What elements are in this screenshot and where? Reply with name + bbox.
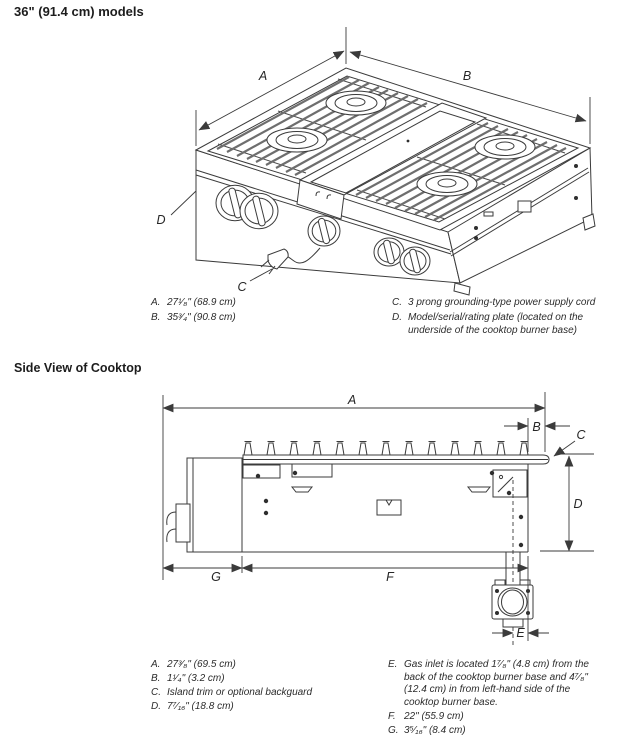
legend-text: 27³⁄₈" (69.5 cm) — [167, 659, 236, 670]
legend-item — [151, 659, 371, 672]
side-front-panel — [167, 458, 242, 552]
dim-label-a: A — [258, 69, 268, 83]
legend-text: Model/serial/rating plate (located on the underside of the cooktop burner base) — [408, 312, 584, 336]
dim-label-g: G — [211, 570, 221, 584]
legend-item — [151, 701, 371, 714]
legend-text: Gas inlet is located 1⁷⁄₈" (4.8 cm) from the back of the cooktop burner base and 4⁷⁄₈" (12.4 cm) in from left-hand side of the cooktop burner base. — [404, 659, 589, 708]
side-grate-posts — [244, 442, 528, 456]
top-view-drawing — [156, 27, 595, 295]
dim-label-d: D — [573, 497, 583, 511]
burner-right-front — [417, 172, 477, 196]
legend-item — [388, 711, 603, 724]
legend-key: C. — [151, 687, 161, 698]
legend-key: E. — [388, 659, 398, 670]
dim-label-f: F — [386, 570, 394, 584]
legend-text: 7⁷⁄₁₆" (18.8 cm) — [167, 701, 234, 712]
legend-key: C. — [392, 297, 402, 308]
legend-text: 22" (55.9 cm) — [404, 710, 464, 722]
legend-key: A. — [151, 659, 161, 670]
knob — [240, 193, 278, 228]
side-view-legend-col1 — [151, 659, 371, 715]
burner-left-rear — [326, 91, 386, 115]
burner-left-front — [267, 128, 327, 152]
side-view-drawing — [163, 392, 594, 648]
dim-label-d: D — [156, 213, 166, 227]
dim-label-a: A — [347, 393, 357, 407]
legend-text: 27¹⁄₈" (68.9 cm) — [167, 297, 236, 308]
dim-label-b: B — [462, 69, 472, 83]
knob — [374, 238, 404, 266]
section-title-models: 36" (91.4 cm) models — [14, 4, 144, 19]
legend-key: B. — [151, 312, 161, 323]
legend-key: D. — [151, 701, 161, 712]
legend-text: 35³⁄₄" (90.8 cm) — [167, 312, 236, 323]
legend-item — [151, 673, 371, 686]
side-cooktop-slab — [243, 455, 549, 464]
dim-label-c: C — [576, 428, 586, 442]
dim-label-e: E — [516, 626, 525, 640]
legend-item — [388, 725, 603, 735]
burner-right-rear — [475, 135, 535, 159]
dim-label-c: C — [237, 280, 247, 294]
legend-item — [392, 312, 604, 337]
knob — [400, 247, 430, 275]
side-view-legend-col2 — [388, 659, 603, 735]
gas-inlet — [492, 480, 533, 648]
legend-text: 3⁵⁄₁₆" (8.4 cm) — [404, 724, 466, 735]
legend-item — [151, 312, 366, 325]
legend-key: D. — [392, 312, 402, 323]
legend-item — [392, 297, 604, 310]
top-view-legend-col1 — [151, 297, 366, 327]
legend-key: G. — [388, 724, 399, 735]
legend-key: F. — [388, 710, 396, 722]
knob — [308, 216, 340, 246]
legend-item — [388, 659, 603, 709]
legend-key: A. — [151, 297, 161, 308]
legend-item — [151, 687, 371, 700]
legend-key: B. — [151, 673, 161, 684]
legend-item — [151, 297, 366, 310]
legend-text: Island trim or optional backguard — [167, 687, 313, 698]
dim-label-b: B — [532, 420, 541, 434]
legend-text: 1¹⁄₄" (3.2 cm) — [167, 673, 225, 684]
side-body — [193, 463, 528, 552]
legend-text: 3 prong grounding-type power supply cord — [408, 297, 596, 308]
section-title-side-view: Side View of Cooktop — [14, 361, 142, 375]
top-view-legend-col2 — [392, 297, 604, 340]
